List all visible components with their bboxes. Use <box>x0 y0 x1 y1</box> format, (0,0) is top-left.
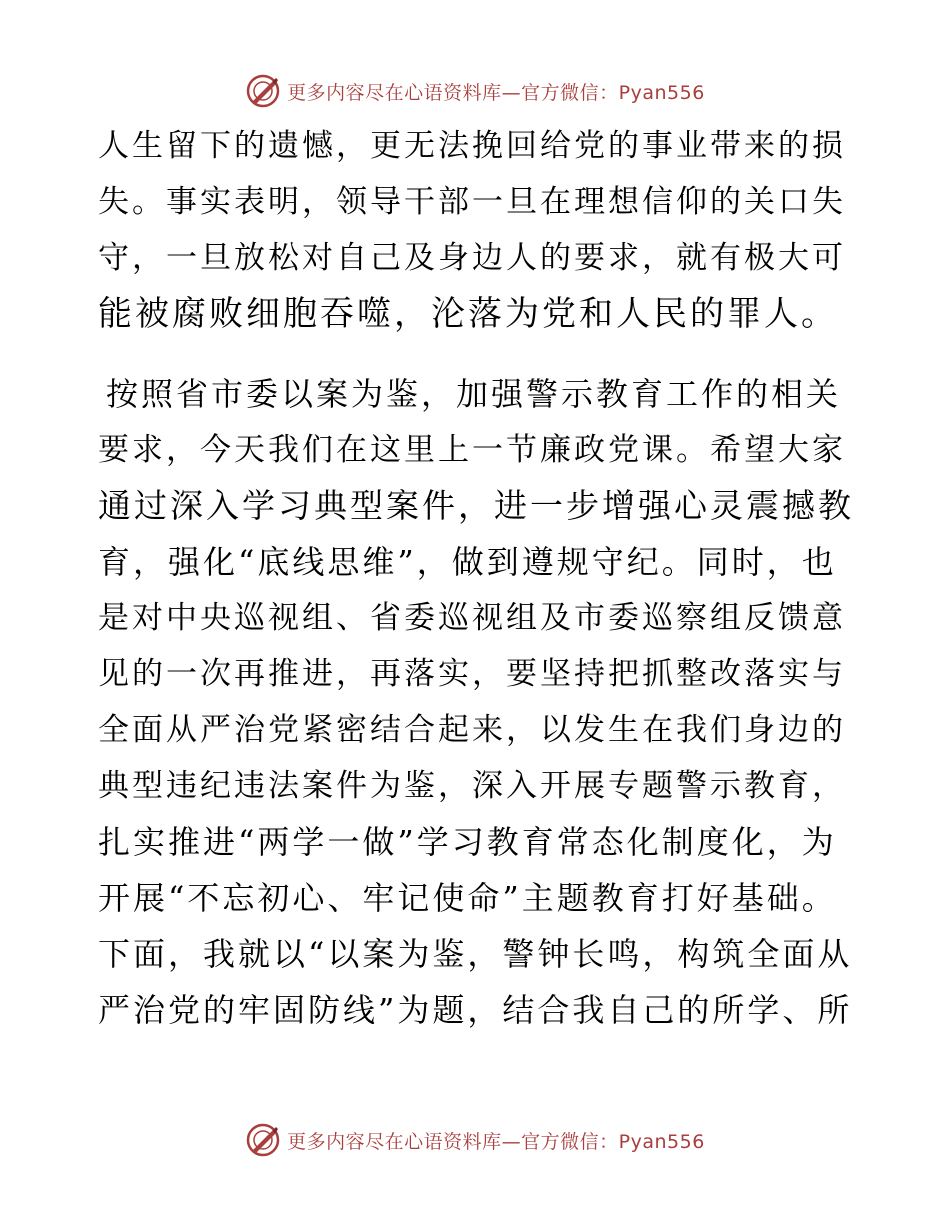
text-line: 下面，我就以“以案为鉴，警钟长鸣，构筑全面从 <box>98 935 853 973</box>
text-line: 是对中央巡视组、省委巡视组及市委巡察组反馈意 <box>98 600 846 636</box>
text-line: 要求，今天我们在这里上一节廉政党课。希望大家 <box>98 432 846 468</box>
logo-icon <box>245 73 281 109</box>
text-line: 能被腐败细胞吞噬，沦落为党和人民的罪人。 <box>98 294 838 334</box>
text-line: 全面从严治党紧密结合起来，以发生在我们身边的 <box>98 712 846 748</box>
text-line: 通过深入学习典型案件，进一步增强心灵震撼教 <box>98 486 854 525</box>
footer-banner-text: 更多内容尽在心语资料库—官方微信：Pyan556 <box>287 1130 705 1153</box>
text-line: 扎实推进“两学一做”学习教育常态化制度化，为 <box>98 823 837 861</box>
logo-icon <box>245 1122 281 1158</box>
text-line: 失。事实表明，领导干部一旦在理想信仰的关口失 <box>98 184 846 220</box>
text-line: 人生留下的遗憾，更无法挽回给党的事业带来的损 <box>98 128 846 164</box>
text-line: 守，一旦放松对自己及身边人的要求，就有极大可 <box>98 240 846 276</box>
text-line: 典型违纪违法案件为鉴，深入开展专题警示教育， <box>98 768 846 804</box>
text-line: 严治党的牢固防线”为题，结合我自己的所学、所 <box>98 991 853 1029</box>
footer-banner <box>0 1120 950 1160</box>
header-banner-text: 更多内容尽在心语资料库—官方微信：Pyan556 <box>287 81 705 104</box>
text-line: 开展“不忘初心、牢记使命”主题教育打好基础。 <box>98 879 837 917</box>
header-banner <box>0 71 950 111</box>
text-line: 按照省市委以案为鉴，加强警示教育工作的相关 <box>106 375 842 413</box>
text-line: 见的一次再推进，再落实，要坚持把抓整改落实与 <box>98 656 846 692</box>
text-line: 育，强化“底线思维”，做到遵规守纪。同时，也 <box>98 543 837 581</box>
